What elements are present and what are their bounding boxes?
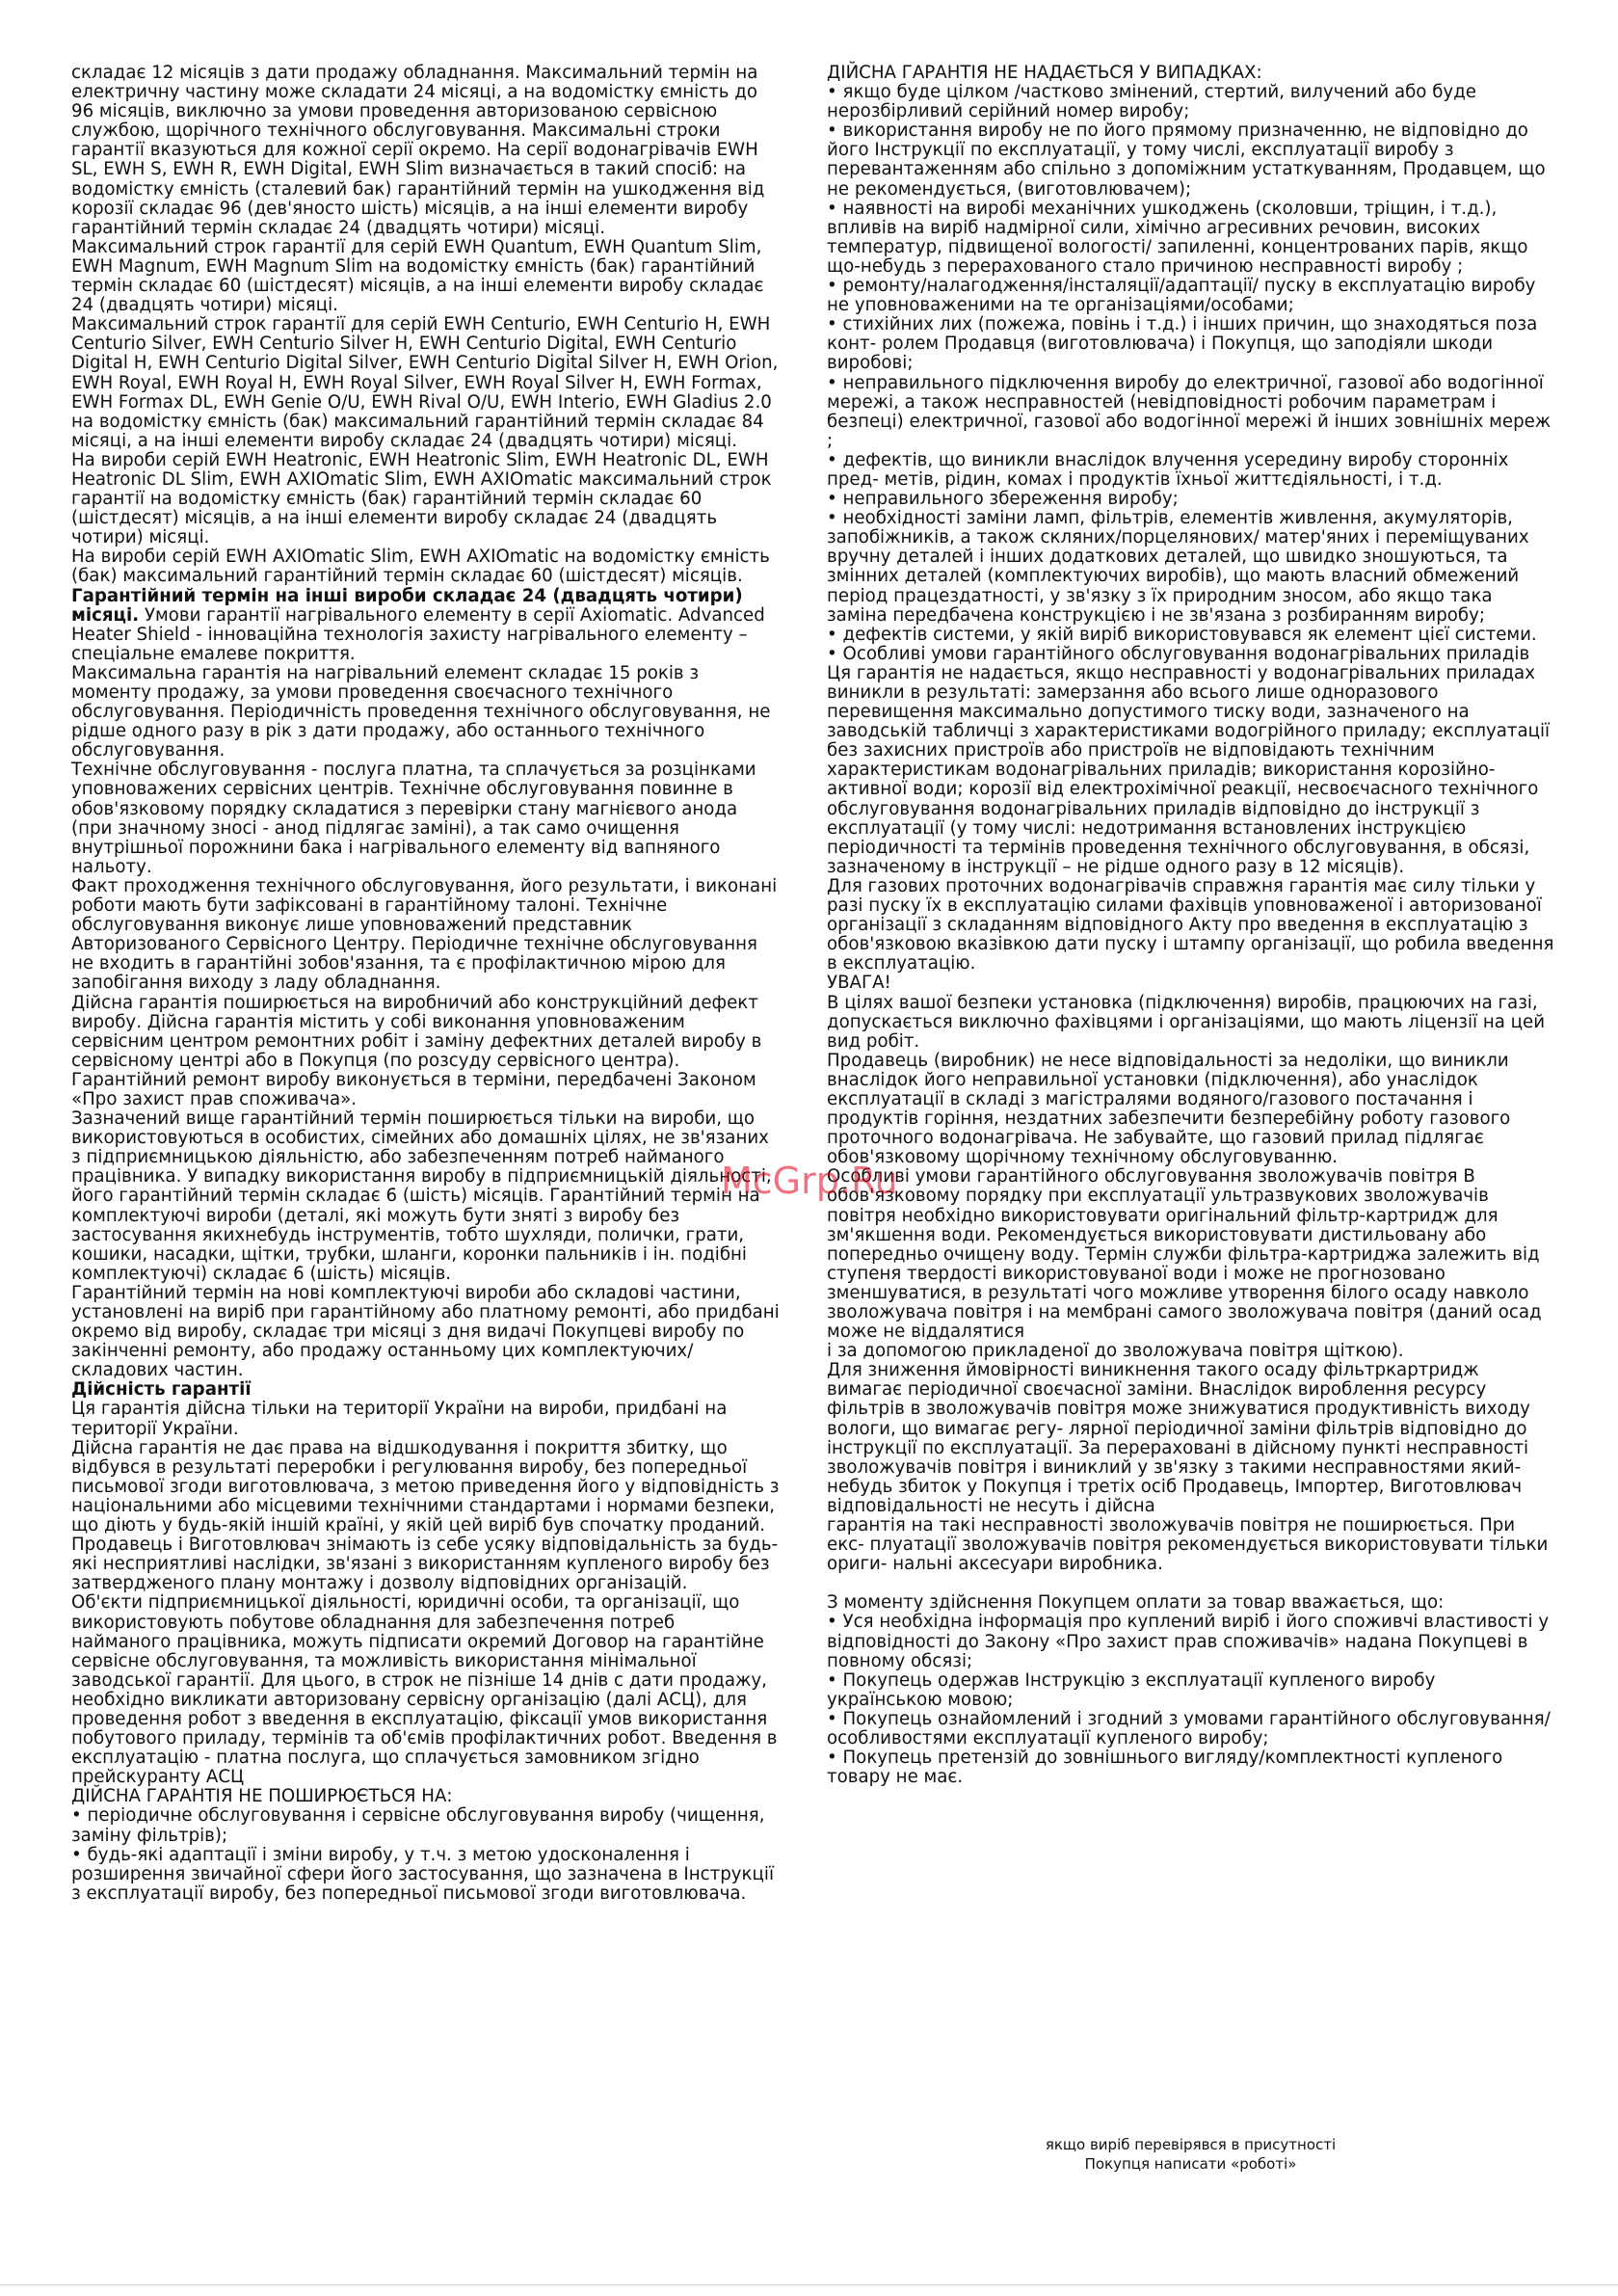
right-paragraph — [827, 994, 1554, 1052]
left-paragraph — [71, 1439, 780, 1535]
paragraph-text: Умови гарантії нагрівального елементу в серії Axiomatic. Advanced Heater Shield - інноваційна технологія захисту нагрівального елементу – спеціальне емалеве покриття. — [71, 604, 765, 664]
paragraph-text: Продавець (виробник) не несе відповідальності за недоліки, що виникли внаслідок його неправильної установки (підключення), або унаслідок експлуатації в складі з магістралями водяного/газового постачання і продуктів горіння, нездатних забезпечити безперебійну роботу газового проточного водонагрівача. Не забувайте, що газовий прилад підлягає обов'язковому щорічному технічному обслуговуванню. — [827, 1050, 1511, 1168]
right-paragraph — [827, 315, 1554, 373]
left-paragraph — [71, 1400, 780, 1438]
right-paragraph — [827, 1167, 1554, 1342]
left-paragraph — [71, 64, 780, 238]
left-paragraph — [71, 1593, 780, 1787]
left-paragraph — [71, 1284, 780, 1380]
right-paragraph — [827, 509, 1554, 626]
paragraph-text: ДІЙСНА ГАРАНТІЯ НЕ ПОШИРЮЄТЬСЯ НА: — [71, 1786, 453, 1807]
paragraph-text: Об'єкти підприємницької діяльності, юридичні особи, та організації, що використовують побутове обладнання для забезпечення потреб найманого працівника, можуть підписати окремий Договор на гарантійне сервісне обслуговування, та можливість використання мінімальної заводської гарантії. Для цього, в строк не пізніше 14 днів с дати продажу, необхідно викликати авторизовану сервісну організацію (далі АСЦ), для проведення робот з введення в експлуатацію, фіксації умов використання побутового приладу, термінів та об'ємів профілактичних робот. Введення в експлуатацію - платна послуга, що сплачується замовником згідно прейскуранту АСЦ — [71, 1592, 778, 1788]
right-paragraph — [827, 83, 1554, 121]
right-paragraph — [827, 877, 1554, 974]
right-paragraph — [827, 645, 1554, 877]
right-paragraph — [827, 1749, 1554, 1787]
paragraph-text: • Уся необхідна інформація про куплений виріб і його споживчі властивості у відповідності до Закону «Про захист прав споживачів» надана Покупцеві в повному обсязі; — [827, 1612, 1550, 1671]
paragraph-text: • стихійних лих (пожежа, повінь і т.д.) і інших причин, що знаходяться поза конт- ролем Продавця (виготовлювача) і Покупця, що заподіяли шкоди виробові; — [827, 314, 1538, 374]
paragraph-text: • неправильного збереження виробу; — [827, 489, 1179, 510]
paragraph-text: • дефектів системи, у якій виріб використовувався як елемент цієї системи. — [827, 624, 1537, 645]
paragraph-text: Зазначений вище гарантійний термін поширюється тільки на вироби, що використовуються в особистих, сімейних або домашніх цілях, не зв'язаних з підприємницькою діяльністю, або забезпеченням потреб найманого працівника. У випадку використання виробу в підприємницькій діяльності, його гарантійний термін складає 6 (шість) місяців. Гарантійний термін на комплектуючі вироби (деталі, які можуть бути зняті з виробу без застосування якихнебудь інструментів, тобто шухляди, полички, грати, кошики, насадки, щітки, трубки, шланги, коронки пальників і ін. подібні комплектуючі) складає 6 (шість) місяців. — [71, 1108, 772, 1284]
footnote-line-2: Покупця написати «роботі» — [1084, 2155, 1297, 2173]
paragraph-text: • Покупець одержав Інструкцію з експлуатації купленого виробу українською мовою; — [827, 1669, 1436, 1710]
paragraph-text: • наявності на виробі механічних ушкоджень (сколовши, тріщин, і т.д.), впливів на виріб надмірної сили, хімічно агресивних речовин, високих температур, підвищеної вологості/ запиленні, концентрованих парів, якщо що-небудь з перерахованого стало причиною несправності виробу ; — [827, 198, 1528, 277]
paragraph-text: • неправильного підключення виробу до електричної, газової або водогінної мережі, а також несправностей (невідповідності робочим параметрам і безпеці) електричної, газової або водогінної мережі й інших зовнішніх мереж ; — [827, 372, 1552, 451]
right-paragraph — [827, 1710, 1554, 1749]
left-paragraph — [71, 1806, 780, 1845]
footnote — [827, 2135, 1554, 2174]
bold-heading: Гарантійний термін на інші вироби складає 24 (двадцять чотири) місяці. — [71, 585, 743, 626]
paragraph-text: На вироби серій EWH Heatronic, EWH Heatronic Slim, EWH Heatronic DL, EWH Heatronic DL Slim, EWH AXIOmatic Slim, EWH AXIOmatic максимальний строк гарантії на водомістку ємність (бак) гарантійний термін складає 60 (шістдесят) місяців, а на інші елементи виробу складає 24 (двадцять чотири) місяці. — [71, 449, 772, 548]
paragraph-text: Максимальна гарантія на нагрівальний елемент складає 15 років з моменту продажу, за умови проведення своєчасного технічного обслуговування. Періодичність проведення технічного обслуговування, не рідше одного разу в рік з дати продажу, або останнього технічного обслуговування. — [71, 662, 771, 761]
paragraph-text: Ця гарантія дійсна тільки на території України на вироби, придбані на території України. — [71, 1399, 728, 1439]
left-paragraph — [71, 587, 780, 664]
right-paragraph — [827, 1516, 1554, 1574]
paragraph-text: Для зниження ймовірності виникнення такого осаду фільтркартридж вимагає періодичної своєчасної заміни. Внаслідок вироблення ресурсу фільтрів в зволожувачів повітря може знижуватися продуктивність виходу вологи, що вимагає регу- лярної періодичної заміни фільтрів відповідно до інструкції по експлуатації. За перераховані в дійсному пункті несправності зволожувачів повітря і виниклий у зв'язку з такими несправностями який-небудь збиток у Покупця і третіх осіб Продавець, Імпортер, Виготовлювач відповідальності не несуть і дійсна — [827, 1360, 1530, 1516]
left-paragraph — [71, 451, 780, 547]
right-paragraph — [827, 1361, 1554, 1516]
paragraph-text: • Покупець претензій до зовнішнього вигляду/комплектності купленого товару не має. — [827, 1748, 1503, 1788]
right-paragraph — [827, 121, 1554, 199]
paragraph-text: УВАГА! — [827, 973, 891, 994]
right-paragraph — [827, 1052, 1554, 1168]
paragraph-text: Гарантійний термін на нові комплектуючі вироби або складові частини, установлені на виріб при гарантійному або платному ремонті, або придбані окремо від виробу, складає три місяці з дня видачі Покупцеві виробу по закінченні ремонту, або продажу останньому цих комплектуючих/складових частин. — [71, 1282, 780, 1381]
paragraph-text: На вироби серій EWH AXIOmatic Slim, EWH AXIOmatic на водомістку ємність (бак) максимальний гарантійний термін складає 60 (шістдесят) місяців. — [71, 547, 770, 587]
right-paragraph — [827, 64, 1554, 83]
left-paragraph — [71, 761, 780, 877]
right-paragraph — [827, 200, 1554, 277]
right-paragraph — [827, 626, 1554, 645]
right-paragraph — [827, 490, 1554, 509]
left-paragraph — [71, 664, 780, 761]
footnote-line-1: якщо виріб перевірявся в присутності — [1045, 2136, 1337, 2153]
left-paragraph — [71, 315, 780, 451]
paragraph-text: Продавець і Виготовлювач знімають із себе усяку відповідальність за будь-які несприятливі наслідки, зв'язані з використанням купленого виробу без затвердженого плану монтажу і дозволу відповідних організацій. — [71, 1535, 779, 1594]
bold-heading: Дійсність гарантії — [71, 1379, 252, 1401]
paragraph-text: • Покупець ознайомлений і згодний з умовами гарантійного обслуговування/ особливостями експлуатації купленого виробу; — [827, 1708, 1551, 1749]
paragraph-text: Дійсна гарантія не дає права на відшкодування і покриття збитку, що відбувся в результаті переробки і регулювання виробу, без попередньої письмової згоди виготовлювача, з метою приведення його у відповідність з національними або місцевими технічними стандартами і нормами безпеки, що діють у будь-якій іншій країні, у якій цей виріб був спочатку проданий. — [71, 1437, 780, 1536]
left-paragraph — [71, 994, 780, 1110]
paragraph-text: З моменту здійснення Покупцем оплати за товар вважається, що: — [827, 1592, 1445, 1614]
paragraph-text: Дійсна гарантія поширюється на виробничий або конструкційний дефект виробу. Дійсна гарантія містить у собі виконання уповноваженим сервісним центром ремонтних робіт і заміну дефектних деталей виробу в сервісному центрі або в Покупця (по розсуду сервісного центра). Гарантійний ремонт виробу виконується в терміни, передбачені Законом «Про захист прав споживача». — [71, 992, 762, 1109]
paragraph-text: • будь-які адаптації і зміни виробу, у т.ч. з метою удосконалення і розширення звичайної сфери його застосування, що зазначена в Інструкції з експлуатації виробу, без попередньої письмової згоди виготовлювача. — [71, 1844, 775, 1904]
right-paragraph — [827, 974, 1554, 993]
right-paragraph — [827, 277, 1554, 315]
right-paragraph — [827, 1574, 1554, 1593]
left-paragraph — [71, 1380, 780, 1400]
left-paragraph — [71, 1109, 780, 1284]
paragraph-text: • періодичне обслуговування і сервісне обслуговування виробу (чищення, заміну фільтрів); — [71, 1805, 765, 1846]
paragraph-text: • якщо буде цілком /частково змінений, стертий, вилучений або буде нерозбірливий серійний номер виробу; — [827, 82, 1476, 122]
paragraph-text: В цілях вашої безпеки установка (підключення) виробів, працюючих на газі, допускається виключно фахівцями і організаціями, що мають ліцензії на цей вид робіт. — [827, 992, 1546, 1052]
paragraph-text: і за допомогою прикладеної до зволожувача повітря щіткою). — [827, 1341, 1404, 1362]
right-paragraph — [827, 451, 1554, 490]
right-paragraph — [827, 1671, 1554, 1710]
paragraph-text: Технічне обслуговування - послуга платна, та сплачується за розцінками уповноважених сервісних центрів. Технічне обслуговування повинне в обов'язковому порядку складатися з перевірки стану магнієвого анода (при значному зносі - анод підлягає заміні), а так само очищення внутрішньої порожнини бака і нагрівального елементу від вапняного нальоту. — [71, 760, 756, 877]
paragraph-text: Особливі умови гарантійного обслуговування зволожувачів повітря В обов'язковому порядку при експлуатації ультразвукових зволожувачів повітря необхідно використовувати оригінальний фільтр-картридж для зм'якшення води. Рекомендується використовувати дистильовану або попередньо очищену воду. Термін служби фільтра-картриджа залежить від ступеня твердості використовуваної води і може не прогнозовано зменшуватися, в результаті чого можливе утворення білого осаду навколо зволожувача повітря і на мембрані самого зволожувача повітря (даний осад може не віддалятися — [827, 1166, 1542, 1343]
watermark-logo: McGrp.Ru — [721, 1160, 898, 1202]
left-paragraph — [71, 547, 780, 586]
right-text-column — [827, 64, 1554, 1787]
paragraph-text: • ремонту/налагодження/інсталяції/адаптації/ пуску в експлуатацію виробу не уповноваженими на те організаціями/особами; — [827, 276, 1536, 316]
paragraph-text: Максимальний строк гарантії для серій EWH Quantum, EWH Quantum Slim, EWH Magnum, EWH Magnum Slim на водомістку ємність (бак) гарантійний термін складає 60 (шістдесят) місяців, а на інші елементи виробу складає 24 (двадцять чотири) місяці. — [71, 236, 764, 316]
left-paragraph — [71, 1787, 780, 1806]
paragraph-text: ДІЙСНА ГАРАНТІЯ НЕ НАДАЄТЬСЯ У ВИПАДКАХ: — [827, 63, 1262, 83]
paragraph-text: • дефектів, що виникли внаслідок влучення усередину виробу сторонніх пред- метів, рідин, комах і продуктів їхньої життєдіяльності, і т.д. — [827, 449, 1509, 490]
right-paragraph — [827, 1342, 1554, 1361]
paragraph-text: Максимальний строк гарантії для серій EWH Centurio, EWH Centurio H, EWH Centurio Silver, EWH Centurio Silver H, EWH Centurio Digital, EWH Centurio Digital H, EWH Centurio Digital Silver, EWH Centurio Digital Silver H, EWH Orion, EWH Royal, EWH Royal H, EWH Royal Silver, EWH Royal Silver H, EWH Formax, EWH Formax DL, EWH Genie O/U, EWH Rival O/U, EWH Interio, EWH Gladius 2.0 на водомістку ємність (бак) максимальний гарантійний термін складає 84 місяці, а на інші елементи виробу складає 24 (двадцять чотири) місяці. — [71, 314, 779, 451]
paragraph-text: Факт проходження технічного обслуговування, його результати, і виконані роботи мають бути зафіксовані в гарантійному талоні. Технічне обслуговування виконує лише уповноважений представник Авторизованого Сервісного Центру. Періодичне технічне обслуговування не входить в гарантійні зобов'язання, та є профілактичною мірою для запобігання виходу з ладу обладнання. — [71, 875, 778, 994]
paragraph-text: • необхідності заміни ламп, фільтрів, елементів живлення, акумуляторів, запобіжників, а також скляних/порцелянових/ матер'яних і переміщуваних вручну деталей і інших додаткових деталей, що швидко зношуються, та змінних деталей (комплектуючих виробів), що мають власний обмежений період працездатності, у зв'язку з їх природним зносом, або якщо така заміна передбачена конструкцією і не зв'язана з розбиранням виробу; — [827, 508, 1529, 626]
left-paragraph — [71, 877, 780, 994]
paragraph-text: Для газових проточних водонагрівачів справжня гарантія має силу тільки у разі пуску їх в експлуатацію силами фахівців уповноваженої і авторизованої організації з складанням відповідного Акту про введення в експлуатацію з обов'язковою вказівкою дати пуску і штампу організації, що робила введення в експлуатацію. — [827, 875, 1554, 974]
left-paragraph — [71, 1535, 780, 1593]
bottom-divider — [0, 2284, 1618, 2285]
right-paragraph — [827, 1613, 1554, 1670]
left-text-column — [71, 64, 780, 1904]
paragraph-text: складає 12 місяців з дати продажу обладнання. Максимальний термін на електричну частину може складати 24 місяці, а на водомістку ємність до 96 місяців, виключно за умови проведення авторизованою сервісною службою, щорічного технічного обслуговування. Максимальні строки гарантії вказуються для кожної серії окремо. На серії водонагрівачів EWH SL, EWH S, EWH R, EWH Digital, EWH Slim визначається в такий спосіб: на водомістку ємність (сталевий бак) гарантійний термін на ушкодження від корозії складає 96 (дев'яносто шість) місяців, а на інші елементи виробу гарантійний термін складає 24 (двадцять чотири) місяці. — [71, 63, 765, 238]
right-paragraph — [827, 374, 1554, 451]
right-paragraph — [827, 1593, 1554, 1613]
paragraph-text: • використання виробу не по його прямому призначенню, не відповідно до його Інструкції по експлуатації, у тому числі, експлуатації виробу з перевантаженням або спільно з допоміжним устаткуванням, Продавцем, що не рекомендується, (виготовлювачем); — [827, 120, 1546, 200]
left-paragraph — [71, 1846, 780, 1904]
paragraph-text: гарантія на такі несправності зволожувачів повітря не поширюється. При екс- плуатації зволожувачів повітря рекомендується використовувати тільки ориги- нальні аксесуари виробника. — [827, 1515, 1549, 1575]
paragraph-text: • Особливі умови гарантійного обслуговування водонагрівальних приладів Ця гарантія не надається, якщо несправності у водонагрівальних приладах виникли в результаті: замерзання або всього лише одноразового перевищення максимально допустимого тиску води, зазначеного на заводській табличці з характеристиками водогрійного приладу; експлуатації без захисних пристроїв або пристроїв не відповідають технічним характеристикам водонагрівальних приладів; використання корозійно-активної води; корозії від електрохімічної реакції, несвоєчасного технічного обслуговування водонагрівальних приладів відповідно до інструкції з експлуатації (у тому числі: недотримання встановлених інструкцією періодичності та термінів проведення технічного обслуговування, в обсязі, зазначеному в інструкції – не рідше одного разу в 12 місяців). — [827, 643, 1551, 877]
left-paragraph — [71, 238, 780, 315]
